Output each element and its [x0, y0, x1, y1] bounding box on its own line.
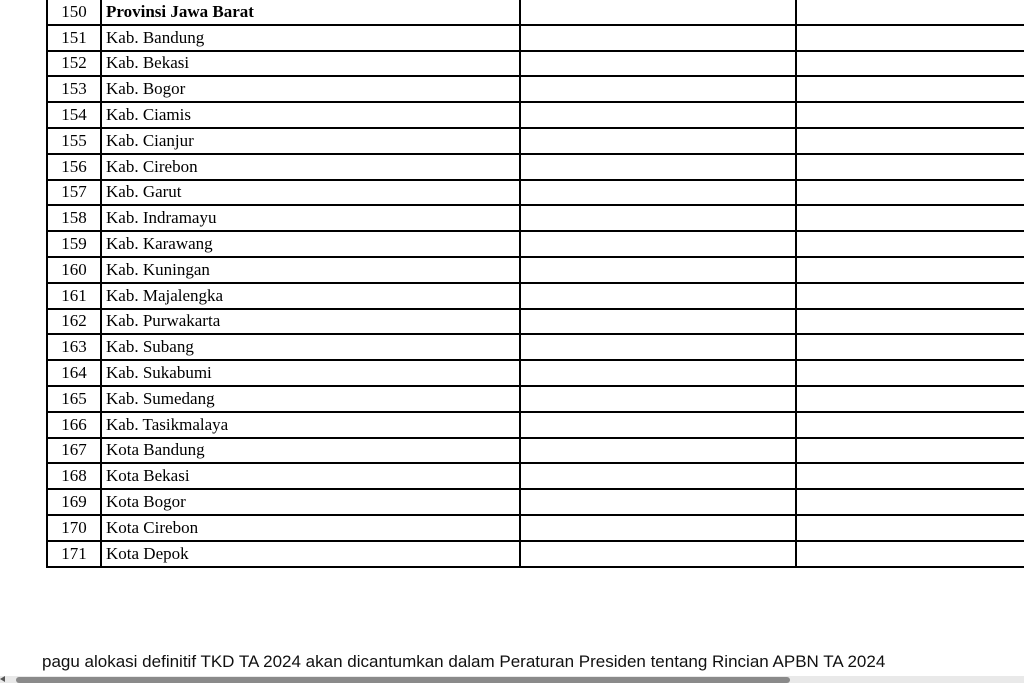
- empty-value-cell: [796, 102, 1024, 128]
- empty-value-cell: [520, 257, 796, 283]
- region-name-cell: Kab. Cirebon: [101, 154, 520, 180]
- table-row: [47, 76, 1024, 102]
- empty-value-cell: [796, 438, 1024, 464]
- empty-value-cell: [520, 386, 796, 412]
- empty-value-cell: [796, 231, 1024, 257]
- row-number-cell: 163: [47, 334, 101, 360]
- region-name-cell: Kab. Garut: [101, 180, 520, 206]
- empty-value-cell: [796, 257, 1024, 283]
- empty-value-cell: [796, 334, 1024, 360]
- row-number-cell: 154: [47, 102, 101, 128]
- empty-value-cell: [796, 412, 1024, 438]
- region-name-cell: Kota Bandung: [101, 438, 520, 464]
- empty-value-cell: [520, 463, 796, 489]
- region-table: [46, 0, 1024, 568]
- empty-value-cell: [796, 0, 1024, 25]
- empty-value-cell: [796, 360, 1024, 386]
- empty-value-cell: [520, 309, 796, 335]
- row-number-cell: 150: [47, 0, 101, 25]
- row-number-cell: 153: [47, 76, 101, 102]
- empty-value-cell: [520, 334, 796, 360]
- empty-value-cell: [520, 51, 796, 77]
- empty-value-cell: [796, 283, 1024, 309]
- row-number-cell: 168: [47, 463, 101, 489]
- table-row: [47, 412, 1024, 438]
- table-row: [47, 463, 1024, 489]
- region-name-cell: Kab. Sukabumi: [101, 360, 520, 386]
- table-row: [47, 180, 1024, 206]
- table-row: [47, 205, 1024, 231]
- row-number-cell: 164: [47, 360, 101, 386]
- row-number-cell: 171: [47, 541, 101, 567]
- region-name-cell: Kab. Bandung: [101, 25, 520, 51]
- table-row: [47, 541, 1024, 567]
- footer-note: pagu alokasi definitif TKD TA 2024 akan dicantumkan dalam Peraturan Presiden tentang Rincian APBN TA 2024: [42, 652, 886, 671]
- row-number-cell: 166: [47, 412, 101, 438]
- table-row: [47, 309, 1024, 335]
- table-row: [47, 386, 1024, 412]
- row-number-cell: 158: [47, 205, 101, 231]
- region-name-cell: Kab. Karawang: [101, 231, 520, 257]
- empty-value-cell: [520, 283, 796, 309]
- empty-value-cell: [520, 76, 796, 102]
- empty-value-cell: [796, 180, 1024, 206]
- empty-value-cell: [796, 309, 1024, 335]
- region-name-cell: Kota Cirebon: [101, 515, 520, 541]
- empty-value-cell: [796, 386, 1024, 412]
- region-name-cell: Kab. Indramayu: [101, 205, 520, 231]
- row-number-cell: 159: [47, 231, 101, 257]
- table-row: [47, 128, 1024, 154]
- empty-value-cell: [796, 154, 1024, 180]
- row-number-cell: 170: [47, 515, 101, 541]
- table-row: [47, 334, 1024, 360]
- empty-value-cell: [796, 541, 1024, 567]
- empty-value-cell: [520, 412, 796, 438]
- empty-value-cell: [520, 180, 796, 206]
- table-row: [47, 438, 1024, 464]
- empty-value-cell: [520, 102, 796, 128]
- empty-value-cell: [520, 541, 796, 567]
- empty-value-cell: [796, 76, 1024, 102]
- empty-value-cell: [520, 128, 796, 154]
- region-name-cell: Kota Bogor: [101, 489, 520, 515]
- row-number-cell: 155: [47, 128, 101, 154]
- row-number-cell: 165: [47, 386, 101, 412]
- region-name-cell: Kab. Tasikmalaya: [101, 412, 520, 438]
- row-number-cell: 152: [47, 51, 101, 77]
- region-name-cell: Kab. Sumedang: [101, 386, 520, 412]
- region-name-cell: Kota Bekasi: [101, 463, 520, 489]
- region-name-cell: Kab. Majalengka: [101, 283, 520, 309]
- empty-value-cell: [796, 463, 1024, 489]
- empty-value-cell: [796, 515, 1024, 541]
- table-row: [47, 102, 1024, 128]
- empty-value-cell: [796, 25, 1024, 51]
- table-row: [47, 25, 1024, 51]
- region-name-cell: Kab. Cianjur: [101, 128, 520, 154]
- empty-value-cell: [520, 154, 796, 180]
- empty-value-cell: [520, 438, 796, 464]
- region-name-cell: Kab. Purwakarta: [101, 309, 520, 335]
- region-table-body: [47, 0, 1024, 567]
- empty-value-cell: [796, 51, 1024, 77]
- empty-value-cell: [520, 0, 796, 25]
- empty-value-cell: [520, 231, 796, 257]
- empty-value-cell: [796, 489, 1024, 515]
- table-row: [47, 231, 1024, 257]
- region-name-cell: Kab. Subang: [101, 334, 520, 360]
- region-name-cell: Kota Depok: [101, 541, 520, 567]
- table-group-header-row: [47, 0, 1024, 25]
- empty-value-cell: [520, 25, 796, 51]
- row-number-cell: 156: [47, 154, 101, 180]
- table-row: [47, 283, 1024, 309]
- empty-value-cell: [520, 360, 796, 386]
- region-name-cell: Kab. Bekasi: [101, 51, 520, 77]
- province-name-cell: Provinsi Jawa Barat: [101, 0, 520, 25]
- table-row: [47, 489, 1024, 515]
- empty-value-cell: [520, 515, 796, 541]
- empty-value-cell: [520, 205, 796, 231]
- horizontal-scrollbar-thumb[interactable]: [16, 677, 790, 683]
- row-number-cell: 160: [47, 257, 101, 283]
- empty-value-cell: [520, 489, 796, 515]
- table-row: [47, 257, 1024, 283]
- table-row: [47, 51, 1024, 77]
- table-row: [47, 360, 1024, 386]
- empty-value-cell: [796, 128, 1024, 154]
- row-number-cell: 167: [47, 438, 101, 464]
- row-number-cell: 161: [47, 283, 101, 309]
- region-name-cell: Kab. Ciamis: [101, 102, 520, 128]
- scroll-left-arrow-icon[interactable]: [0, 676, 5, 682]
- region-name-cell: Kab. Bogor: [101, 76, 520, 102]
- row-number-cell: 157: [47, 180, 101, 206]
- region-name-cell: Kab. Kuningan: [101, 257, 520, 283]
- table-row: [47, 515, 1024, 541]
- empty-value-cell: [796, 205, 1024, 231]
- table-row: [47, 154, 1024, 180]
- row-number-cell: 162: [47, 309, 101, 335]
- row-number-cell: 151: [47, 25, 101, 51]
- row-number-cell: 169: [47, 489, 101, 515]
